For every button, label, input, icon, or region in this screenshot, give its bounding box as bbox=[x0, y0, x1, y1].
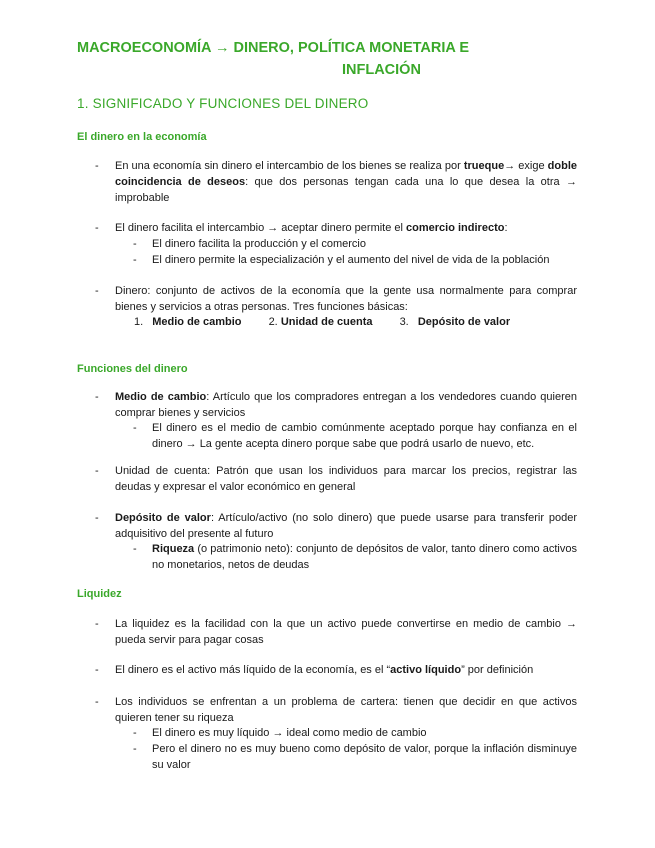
subbullet-produccion: El dinero facilita la producción y el comercio bbox=[152, 238, 366, 250]
text: (o patrimonio neto): conjunto de depósitos de valor, tanto dinero como activos no monetarios, netos de deudas bbox=[152, 543, 577, 571]
bullet-dash: - bbox=[95, 465, 99, 477]
subbullet-dash: - bbox=[133, 422, 137, 434]
bullet-dash: - bbox=[95, 285, 99, 297]
term-doble-coincidencia: doble coincidencia de deseos bbox=[115, 160, 577, 188]
text: El dinero facilita el intercambio → aceptar dinero permite el bbox=[115, 222, 407, 234]
function-medio-cambio: Medio de cambio bbox=[152, 316, 242, 328]
bullet-dash: - bbox=[95, 160, 99, 172]
section-heading: 1. SIGNIFICADO Y FUNCIONES DEL DINERO bbox=[77, 96, 369, 111]
doc-title-line2: INFLACIÓN bbox=[342, 62, 421, 78]
text: : Artículo que los compradores entregan a los vendedores cuando quieren comprar bienes y servicios bbox=[115, 391, 577, 419]
subbullet-dash: - bbox=[133, 543, 137, 555]
text: ” por definición bbox=[461, 664, 534, 676]
text: El dinero es el activo más líquido de la economía, es el “ bbox=[115, 664, 391, 676]
bullet-comercio-indirecto bbox=[115, 220, 577, 236]
term-riqueza: Riqueza bbox=[152, 543, 195, 555]
bullet-dash: - bbox=[95, 512, 99, 524]
bullet-medio-cambio bbox=[115, 389, 577, 421]
subheading-liquidez: Liquidez bbox=[77, 588, 122, 600]
function-deposito-valor: Depósito de valor bbox=[417, 316, 511, 328]
num-3: 3. bbox=[399, 316, 409, 328]
function-unidad-cuenta: Unidad de cuenta bbox=[280, 316, 373, 328]
subbullet-especializacion: El dinero permite la especialización y el aumento del nivel de vida de la población bbox=[152, 254, 550, 266]
bullet-dash: - bbox=[95, 222, 99, 234]
term-trueque: trueque bbox=[463, 160, 505, 172]
term-comercio-indirecto: comercio indirecto bbox=[406, 222, 505, 234]
bullet-deposito-valor bbox=[115, 510, 577, 542]
num-2: 2. bbox=[268, 316, 278, 328]
bullet-dash: - bbox=[95, 696, 99, 708]
text: → exige bbox=[504, 160, 548, 172]
bullet-cartera: Los individuos se enfrentan a un problema de cartera: tienen que decidir en que activos quieren tener su riqueza bbox=[115, 696, 577, 724]
subbullet-muy-liquido: El dinero es muy líquido → ideal como medio de cambio bbox=[152, 727, 427, 739]
term-deposito-valor: Depósito de valor bbox=[115, 512, 211, 524]
text: : que dos personas tengan cada una lo que desea la otra → improbable bbox=[115, 176, 577, 204]
bullet-trueque bbox=[115, 158, 577, 206]
bullet-dash: - bbox=[95, 391, 99, 403]
subbullet-dash: - bbox=[133, 727, 137, 739]
subheading-funciones: Funciones del dinero bbox=[77, 363, 188, 375]
text: : bbox=[504, 222, 508, 234]
functions-list bbox=[134, 314, 554, 330]
bullet-dash: - bbox=[95, 664, 99, 676]
subbullet-riqueza bbox=[152, 541, 577, 573]
subbullet-dash: - bbox=[133, 254, 137, 266]
text: En una economía sin dinero el intercambio de los bienes se realiza por bbox=[115, 160, 464, 172]
subheading-dinero-economia: El dinero en la economía bbox=[77, 131, 207, 143]
subbullet-inflacion: Pero el dinero no es muy bueno como depósito de valor, porque la inflación disminuye su valor bbox=[152, 743, 577, 771]
text: : Artículo/activo (no solo dinero) que puede usarse para transferir poder adquisitivo del presente al futuro bbox=[115, 512, 578, 540]
subbullet-dash: - bbox=[133, 238, 137, 250]
term-medio-cambio: Medio de cambio bbox=[115, 391, 207, 403]
bullet-unidad-cuenta: Unidad de cuenta: Patrón que usan los individuos para marcar los precios, registrar las deudas y expresar el valor económico en general bbox=[115, 465, 577, 493]
bullet-activo-liquido bbox=[115, 662, 577, 678]
subbullet-confianza: El dinero es el medio de cambio comúnmente aceptado porque hay confianza en el dinero → La gente acepta dinero porque sabe que podrá usarlo de nuevo, etc. bbox=[152, 422, 577, 450]
bullet-dash: - bbox=[95, 618, 99, 630]
num-1: 1. bbox=[134, 316, 144, 328]
bullet-dinero-definicion: Dinero: conjunto de activos de la economía que la gente usa normalmente para comprar bienes y servicios a otras personas. Tres funciones básicas: bbox=[115, 285, 577, 313]
term-activo-liquido: activo líquido bbox=[390, 664, 462, 676]
subbullet-dash: - bbox=[133, 743, 137, 755]
doc-title-line1: MACROECONOMÍA → DINERO, POLÍTICA MONETARIA E bbox=[77, 40, 470, 56]
bullet-liquidez-definicion: La liquidez es la facilidad con la que un activo puede convertirse en medio de cambio → pueda servir para pagar cosas bbox=[115, 618, 577, 646]
